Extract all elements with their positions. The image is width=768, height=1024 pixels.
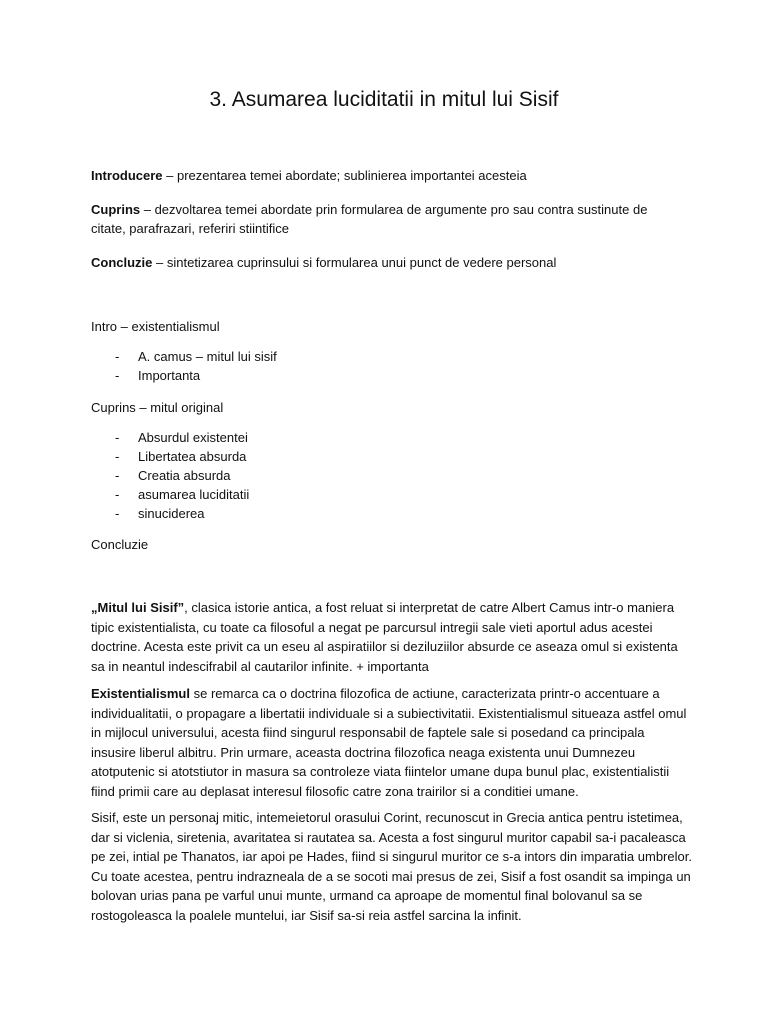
outline-intro-list xyxy=(91,347,651,385)
bullet-dash: - xyxy=(115,468,120,483)
paragraph-intro-text: , clasica istorie antica, a fost reluat si interpretat de catre Albert Camus intr-o maniera tipic existentialista, cu toate ca filosoful a negat pe parcursul intregii sale vieti aportul adus acestei doctrine. Acesta este privit ca un eseu al aspiratiilor si deziluziilor absurde ce aseaza omul si existenta sa in neantul indescifrabil al cautarilor infinite. + importanta xyxy=(91,600,678,674)
concluzie-definition xyxy=(91,253,691,272)
paragraph-intro-bold: „Mitul lui Sisif” xyxy=(91,600,185,615)
cuprins-label: Cuprins xyxy=(91,202,141,217)
list-item: - Creatia absurda xyxy=(115,468,231,483)
bullet-dash: - xyxy=(115,449,120,464)
page-title: 3. Asumarea luciditatii in mitul lui Sisif xyxy=(209,88,559,111)
list-item: - asumarea luciditatii xyxy=(115,487,250,502)
paragraph-existentialism-text: se remarca ca o doctrina filozofica de actiune, caracterizata printr-o accentuare a individualitatii, o propagare a libertatii individuale si a subiectivitatii. Existentialismul situeaza astfel omul in mijlocul universului, acesta fiind singurul responsabil de faptele sale si posedand ca principala insusire liberul albitru. Prin urmare, aceasta doctrina filozofica neaga existenta unui Dumnezeu atotputenic si atotstiutor in masura sa controleze viata fiintelor umane dupa bunul plac, existentialistii fiind primii care au deplasat interesul filosofic catre zona trairilor si a conditiei umane. xyxy=(91,686,687,799)
intro-definition xyxy=(91,166,691,185)
intro-text: – prezentarea temei abordate; sublinierea importantei acesteia xyxy=(162,168,527,183)
paragraph-sisif xyxy=(91,808,692,925)
intro-label: Introducere xyxy=(91,168,163,183)
bullet-dash: - xyxy=(115,487,120,502)
cuprins-definition xyxy=(91,200,651,238)
outline-cuprins-list xyxy=(91,428,651,523)
concluzie-text: – sintetizarea cuprinsului si formularea unui punct de vedere personal xyxy=(152,255,557,270)
paragraph-existentialism xyxy=(91,684,692,801)
list-item: - Absurdul existentei xyxy=(115,430,248,445)
outline-intro-heading: Intro – existentialismul xyxy=(91,319,220,334)
bullet-dash: - xyxy=(115,506,120,521)
paragraph-sisif-text: Sisif, este un personaj mitic, intemeietorul orasului Corint, recunoscut in Grecia antica pentru istetimea, dar si viclenia, siretenia, avaritatea si rautatea sa. Acesta a fost singurul muritor capabil sa-i pacaleasca pe zei, intial pe Thanatos, iar apoi pe Hades, fiind si singurul muritor ce s-a intors din imparatia umbrelor. Cu toate acestea, pentru indrazneala de a se socoti mai presus de zei, Sisif a fost osandit sa impinga un bolovan urias pana pe varful unui munte, urmand ca aproape de momentul final bolovanul sa se rostogoleasca la poalele muntelui, iar Sisif sa-si reia astfel sarcina la infinit. xyxy=(91,810,692,923)
concluzie-label: Concluzie xyxy=(91,255,153,270)
list-item: - A. camus – mitul lui sisif xyxy=(115,349,277,364)
cuprins-text: – dezvoltarea temei abordate prin formularea de argumente pro sau contra sustinute de citate, parafrazari, referiri stiintifice xyxy=(91,202,648,236)
list-item: - Libertatea absurda xyxy=(115,449,247,464)
list-item: - sinuciderea xyxy=(115,506,205,521)
list-item: - Importanta xyxy=(115,368,201,383)
paragraph-intro xyxy=(91,598,692,676)
bullet-dash: - xyxy=(115,349,120,364)
bullet-dash: - xyxy=(115,368,120,383)
paragraph-existentialism-bold: Existentialismul xyxy=(91,686,190,701)
outline-cuprins-heading: Cuprins – mitul original xyxy=(91,400,224,415)
outline-concluzie-heading: Concluzie xyxy=(91,537,149,552)
bullet-dash: - xyxy=(115,430,120,445)
